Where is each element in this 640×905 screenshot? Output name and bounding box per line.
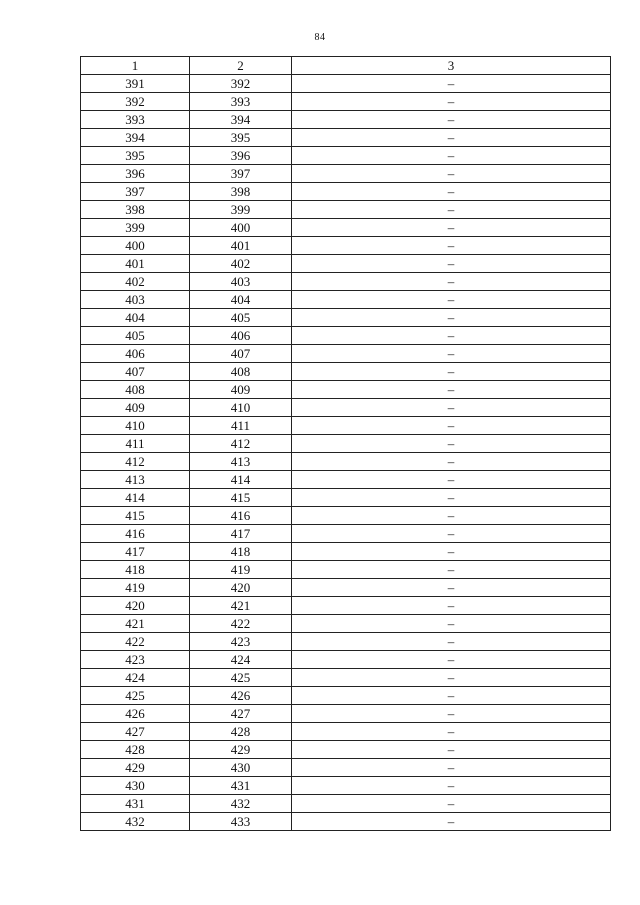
table-cell-col-3: –: [292, 741, 611, 759]
table-cell-col-1: 425: [81, 687, 190, 705]
table-cell-col-3: –: [292, 147, 611, 165]
table-cell-col-3: –: [292, 633, 611, 651]
table-cell-col-3: –: [292, 327, 611, 345]
table-cell-col-3: –: [292, 507, 611, 525]
table-cell-col-3: –: [292, 615, 611, 633]
table-row: [81, 219, 611, 237]
table-cell-col-3: –: [292, 129, 611, 147]
table-cell-col-1: 407: [81, 363, 190, 381]
table-cell-col-1: 399: [81, 219, 190, 237]
table-cell-col-1: 413: [81, 471, 190, 489]
table-cell-col-3: –: [292, 777, 611, 795]
table-cell-col-2: 407: [190, 345, 292, 363]
table-cell-col-3: –: [292, 219, 611, 237]
table-cell-col-1: 418: [81, 561, 190, 579]
table-cell-col-3: –: [292, 363, 611, 381]
table-cell-col-3: –: [292, 381, 611, 399]
table-row: [81, 651, 611, 669]
table-cell-col-1: 417: [81, 543, 190, 561]
table-cell-col-2: 394: [190, 111, 292, 129]
table-cell-col-1: 395: [81, 147, 190, 165]
table-cell-col-2: 418: [190, 543, 292, 561]
table-cell-col-3: –: [292, 435, 611, 453]
table-cell-col-3: –: [292, 651, 611, 669]
table-cell-col-1: 398: [81, 201, 190, 219]
table-cell-col-3: –: [292, 201, 611, 219]
table-cell-col-2: 400: [190, 219, 292, 237]
table-cell-col-2: 420: [190, 579, 292, 597]
table-cell-col-2: 424: [190, 651, 292, 669]
table-row: [81, 201, 611, 219]
table-row: [81, 309, 611, 327]
table-row: [81, 417, 611, 435]
table-cell-col-1: 397: [81, 183, 190, 201]
table-cell-col-2: 415: [190, 489, 292, 507]
table-cell-col-2: 408: [190, 363, 292, 381]
page-number: 84: [314, 32, 326, 43]
table-cell-col-1: 412: [81, 453, 190, 471]
table-row: [81, 165, 611, 183]
table-cell-col-2: 398: [190, 183, 292, 201]
table-cell-col-2: 428: [190, 723, 292, 741]
table-cell-col-2: 419: [190, 561, 292, 579]
table-cell-col-1: 408: [81, 381, 190, 399]
table-cell-col-1: 411: [81, 435, 190, 453]
table-cell-col-1: 404: [81, 309, 190, 327]
table-cell-col-2: 427: [190, 705, 292, 723]
table-row: [81, 471, 611, 489]
table-cell-col-1: 400: [81, 237, 190, 255]
table-cell-col-2: 406: [190, 327, 292, 345]
table-row: [81, 255, 611, 273]
table-cell-col-1: 415: [81, 507, 190, 525]
table-cell-col-1: 394: [81, 129, 190, 147]
table-row: [81, 759, 611, 777]
table-cell-col-2: 422: [190, 615, 292, 633]
table-cell-col-3: –: [292, 795, 611, 813]
table-row: [81, 273, 611, 291]
table-row: [81, 579, 611, 597]
table-cell-col-1: 391: [81, 75, 190, 93]
table-cell-col-3: –: [292, 543, 611, 561]
table-cell-col-3: –: [292, 669, 611, 687]
table-row: [81, 489, 611, 507]
table-cell-col-3: –: [292, 417, 611, 435]
table-cell-col-1: 420: [81, 597, 190, 615]
table-cell-col-1: 426: [81, 705, 190, 723]
table-row: [81, 435, 611, 453]
table-cell-col-2: 399: [190, 201, 292, 219]
table-row: [81, 597, 611, 615]
table-cell-col-1: 428: [81, 741, 190, 759]
data-table: [80, 56, 611, 831]
table-row: [81, 813, 611, 831]
table-cell-col-1: 409: [81, 399, 190, 417]
table-row: [81, 687, 611, 705]
table-row: [81, 723, 611, 741]
table-row: [81, 237, 611, 255]
table-cell-col-2: 409: [190, 381, 292, 399]
table-row: [81, 381, 611, 399]
table-row: [81, 507, 611, 525]
table-row: [81, 705, 611, 723]
column-header-2: 2: [190, 57, 292, 75]
column-header-3: 3: [292, 57, 611, 75]
table-cell-col-1: 424: [81, 669, 190, 687]
table-body: [81, 75, 611, 831]
table-row: [81, 129, 611, 147]
table-cell-col-3: –: [292, 489, 611, 507]
table-cell-col-2: 401: [190, 237, 292, 255]
table-cell-col-1: 392: [81, 93, 190, 111]
table-cell-col-2: 392: [190, 75, 292, 93]
table-row: [81, 795, 611, 813]
table-cell-col-3: –: [292, 525, 611, 543]
table-row: [81, 561, 611, 579]
table-cell-col-3: –: [292, 579, 611, 597]
table-cell-col-1: 432: [81, 813, 190, 831]
table-row: [81, 615, 611, 633]
table-row: [81, 183, 611, 201]
table-cell-col-2: 413: [190, 453, 292, 471]
table-cell-col-3: –: [292, 309, 611, 327]
table-row: [81, 363, 611, 381]
table-cell-col-1: 406: [81, 345, 190, 363]
table-cell-col-2: 393: [190, 93, 292, 111]
table-cell-col-2: 395: [190, 129, 292, 147]
table-cell-col-1: 402: [81, 273, 190, 291]
table-cell-col-2: 402: [190, 255, 292, 273]
table-cell-col-1: 422: [81, 633, 190, 651]
table-row: [81, 147, 611, 165]
table-cell-col-3: –: [292, 237, 611, 255]
table-cell-col-2: 411: [190, 417, 292, 435]
table-cell-col-2: 431: [190, 777, 292, 795]
table-row: [81, 543, 611, 561]
table-cell-col-3: –: [292, 453, 611, 471]
table-cell-col-3: –: [292, 471, 611, 489]
table-row: [81, 75, 611, 93]
table-cell-col-1: 423: [81, 651, 190, 669]
table-cell-col-1: 429: [81, 759, 190, 777]
table-cell-col-1: 405: [81, 327, 190, 345]
table-cell-col-1: 431: [81, 795, 190, 813]
table-cell-col-2: 421: [190, 597, 292, 615]
table-row: [81, 111, 611, 129]
table-cell-col-1: 401: [81, 255, 190, 273]
table-cell-col-2: 429: [190, 741, 292, 759]
table-row: [81, 777, 611, 795]
table-cell-col-3: –: [292, 165, 611, 183]
table-row: [81, 399, 611, 417]
table-cell-col-2: 433: [190, 813, 292, 831]
table-cell-col-1: 393: [81, 111, 190, 129]
table-row: [81, 345, 611, 363]
column-header-1: 1: [81, 57, 190, 75]
table-cell-col-2: 423: [190, 633, 292, 651]
table-cell-col-3: –: [292, 111, 611, 129]
table-cell-col-1: 414: [81, 489, 190, 507]
table-cell-col-3: –: [292, 345, 611, 363]
table-cell-col-3: –: [292, 813, 611, 831]
table-cell-col-2: 412: [190, 435, 292, 453]
table-header-row: [81, 57, 611, 75]
table-cell-col-3: –: [292, 759, 611, 777]
table-cell-col-2: 416: [190, 507, 292, 525]
table-row: [81, 525, 611, 543]
table-row: [81, 327, 611, 345]
table-cell-col-3: –: [292, 183, 611, 201]
table-cell-col-1: 410: [81, 417, 190, 435]
table-cell-col-1: 421: [81, 615, 190, 633]
table-cell-col-2: 396: [190, 147, 292, 165]
table-cell-col-2: 425: [190, 669, 292, 687]
table-cell-col-3: –: [292, 705, 611, 723]
table-cell-col-2: 430: [190, 759, 292, 777]
table-row: [81, 291, 611, 309]
table-cell-col-2: 403: [190, 273, 292, 291]
table-row: [81, 453, 611, 471]
table-cell-col-1: 416: [81, 525, 190, 543]
table-cell-col-2: 432: [190, 795, 292, 813]
table-cell-col-2: 397: [190, 165, 292, 183]
table-cell-col-3: –: [292, 255, 611, 273]
table-cell-col-3: –: [292, 399, 611, 417]
table-cell-col-3: –: [292, 291, 611, 309]
table-cell-col-2: 417: [190, 525, 292, 543]
table-cell-col-3: –: [292, 561, 611, 579]
table-cell-col-1: 396: [81, 165, 190, 183]
table-cell-col-1: 403: [81, 291, 190, 309]
table-row: [81, 93, 611, 111]
table-cell-col-2: 414: [190, 471, 292, 489]
table-cell-col-1: 427: [81, 723, 190, 741]
table-cell-col-3: –: [292, 75, 611, 93]
table-cell-col-2: 426: [190, 687, 292, 705]
table-cell-col-3: –: [292, 273, 611, 291]
table-cell-col-1: 419: [81, 579, 190, 597]
table-cell-col-2: 404: [190, 291, 292, 309]
table-cell-col-3: –: [292, 597, 611, 615]
table-cell-col-3: –: [292, 687, 611, 705]
table-cell-col-2: 405: [190, 309, 292, 327]
table-cell-col-3: –: [292, 723, 611, 741]
table-cell-col-2: 410: [190, 399, 292, 417]
table-row: [81, 633, 611, 651]
table-cell-col-3: –: [292, 93, 611, 111]
table-cell-col-1: 430: [81, 777, 190, 795]
table-row: [81, 669, 611, 687]
table-row: [81, 741, 611, 759]
